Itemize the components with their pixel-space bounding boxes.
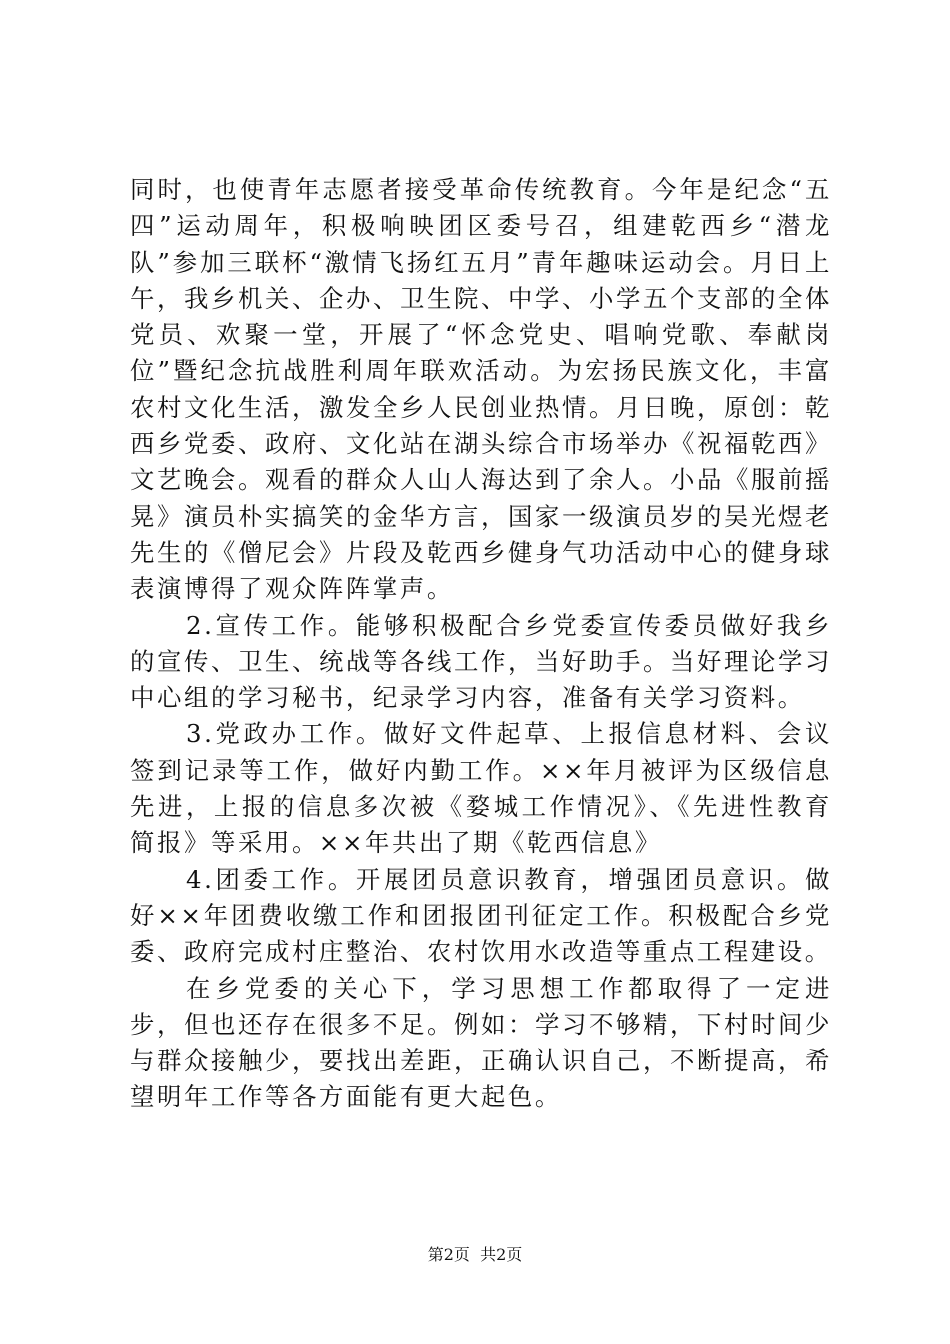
paragraph-1: 同时，也使青年志愿者接受革命传统教育。今年是纪念“五四”运动周年，积极响映团区委号召，组建乾西乡“潜龙队”参加三联杯“激情飞扬红五月”青年趣味运动会。月日上午，我乡机关、企办、卫生院、中学、小学五个支部的全体党员、欢聚一堂，开展了“怀念党史、唱响党歌、奉献岗位”暨纪念抗战胜利周年联欢活动。为宏扬民族文化，丰富农村文化生活，激发全乡人民创业热情。月日晚，原创：乾西乡党委、政府、文化站在湖头综合市场举办《祝福乾西》文艺晚会。观看的群众人山人海达到了余人。小品《服前摇晃》演员朴实搞笑的金华方言，国家一级演员岁的吴光煜老先生的《僧尼会》片段及乾西乡健身气功活动中心的健身球表演博得了观众阵阵掌声。 (130, 175, 832, 604)
paragraph-5: 在乡党委的关心下，学习思想工作都取得了一定进步，但也还存在很多不足。例如：学习不够精，下村时间少与群众接触少，要找出差距，正确认识自己，不断提高，希望明年工作等各方面能有更大起色。 (130, 973, 832, 1112)
paragraph-2: 2.宣传工作。能够积极配合乡党委宣传委员做好我乡的宣传、卫生、统战等各线工作，当好助手。当好理论学习中心组的学习秘书，纪录学习内容，准备有关学习资料。 (130, 610, 832, 713)
page-footer (0, 1244, 950, 1266)
paragraph-4: 4.团委工作。开展团员意识教育，增强团员意识。做好××年团费收缴工作和团报团刊征定工作。积极配合乡党委、政府完成村庄整治、农村饮用水改造等重点工程建设。 (130, 864, 832, 967)
page-number-label: 第2页 共2页 (427, 1245, 523, 1264)
paragraph-3: 3.党政办工作。做好文件起草、上报信息材料、会议签到记录等工作，做好内勤工作。××年月被评为区级信息先进，上报的信息多次被《婺城工作情况》、《先进性教育简报》等采用。××年共出了期《乾西信息》 (130, 719, 832, 858)
document-body (130, 172, 832, 1116)
